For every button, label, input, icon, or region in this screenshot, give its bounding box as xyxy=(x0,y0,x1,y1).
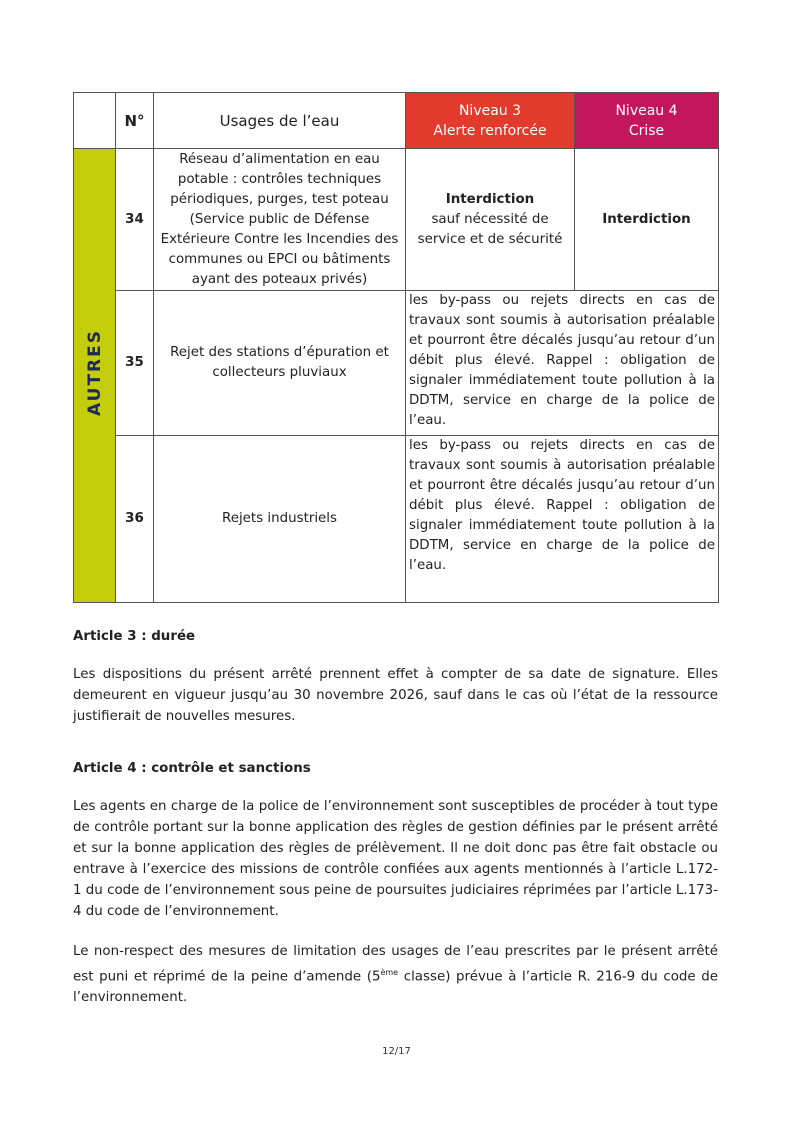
page-number: 12/17 xyxy=(382,1046,411,1057)
article-4-heading: Article 4 : contrôle et sanctions xyxy=(73,761,311,776)
para2-text-end: classe) prévue à l’article R. 216-9 du code de l’environnement. xyxy=(73,969,719,1006)
category-autres xyxy=(74,149,116,603)
header-blank-cell xyxy=(74,93,116,149)
row-usage: Rejet des stations d’épuration et collecteurs pluviaux xyxy=(154,291,406,436)
article-3 xyxy=(73,626,718,727)
row-num: 34 xyxy=(116,149,154,291)
header-num: N° xyxy=(116,93,154,149)
table-row xyxy=(74,291,719,436)
article-4-paragraph-1: Les agents en charge de la police de l’environnement sont susceptibles de procéder à tout type de contrôle portant sur la bonne application des règles de gestion définies par le présent arrêté et sur la bonne application des règles de prélèvement. Il ne doit donc pas être fait obstacle ou entrave à l’exercice des missions de contrôle confiées aux agents mentionnés à l’article L.172-1 du code de l’environnement sous peine de poursuites judiciaires réprimées par l’article L.173-4 du code de l’environnement. xyxy=(73,799,718,919)
article-3-heading: Article 3 : durée xyxy=(73,629,196,644)
niveau-3-value xyxy=(406,149,575,291)
row-num: 36 xyxy=(116,436,154,603)
superscript: ème xyxy=(380,968,399,977)
header-usage: Usages de l’eau xyxy=(154,93,406,149)
header-niveau-4 xyxy=(575,93,719,149)
niveau-3-detail: sauf nécessité de service et de sécurité xyxy=(417,211,563,247)
niveau-4-label: Niveau 4 xyxy=(615,102,678,119)
niveau-3-sublabel: Alerte renforcée xyxy=(433,122,547,139)
niveau-4-value: Interdiction xyxy=(575,149,719,291)
table-row xyxy=(74,149,719,291)
niveau-3-bold: Interdiction xyxy=(445,191,535,207)
category-label: AUTRES xyxy=(84,328,105,416)
merged-measure: les by-pass ou rejets directs en cas de travaux sont soumis à autorisation préalable et pourront être décalés jusqu’au retour d’un débit plus élevé. Rappel : obligation de signaler immédiatement toute pollution à la DDTM, service en charge de la police de l’eau. xyxy=(406,436,719,603)
niveau-3-label: Niveau 3 xyxy=(458,102,522,119)
niveau-4-sublabel: Crise xyxy=(628,122,665,139)
header-niveau-3 xyxy=(406,93,575,149)
row-usage: Réseau d’alimentation en eau potable : contrôles techniques périodiques, purges, test poteau (Service public de Défense Extérieure Contre les Incendies des communes ou EPCI ou bâtiments ayant des poteaux privés) xyxy=(154,149,406,291)
water-usage-table xyxy=(73,92,719,603)
table-row xyxy=(74,436,719,603)
para2-text-start: Le non-respect des mesures de limitation des usages de l’eau prescrites par le présent arrêté est puni et réprimé de la peine d’amende (5 xyxy=(73,944,718,985)
article-4-paragraph-2 xyxy=(73,941,718,1008)
merged-measure: les by-pass ou rejets directs en cas de travaux sont soumis à autorisation préalable et pourront être décalés jusqu’au retour d’un débit plus élevé. Rappel : obligation de signaler immédiatement toute pollution à la DDTM, service en charge de la police de l’eau. xyxy=(406,291,719,436)
row-num: 35 xyxy=(116,291,154,436)
row-usage: Rejets industriels xyxy=(154,436,406,603)
table-header-row xyxy=(74,93,719,149)
article-3-text: Les dispositions du présent arrêté prennent effet à compter de sa date de signature. Elles demeurent en vigueur jusqu’au 30 novembre 2026, sauf dans le cas où l’état de la ressource justifierait de nouvelles mesures. xyxy=(73,667,718,724)
article-4 xyxy=(73,758,718,1008)
